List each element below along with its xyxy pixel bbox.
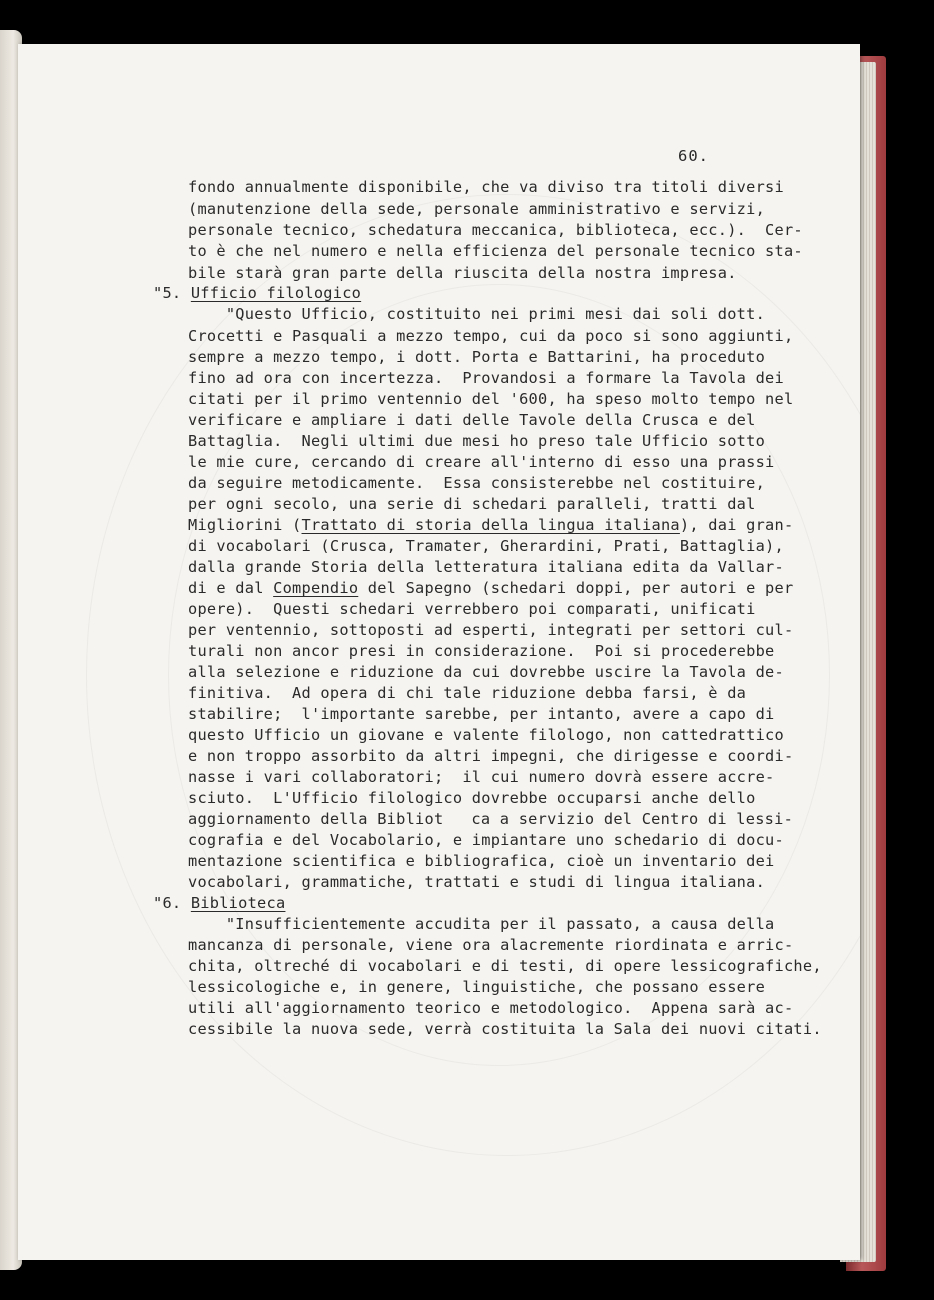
section-number: "5. [153, 284, 191, 302]
underlined-title: Trattato di storia della lingua italiana [301, 516, 680, 534]
text-line: dalla grande Storia della letteratura italiana edita da Vallar- [188, 558, 784, 576]
text-line: fino ad ora con incertezza. Provandosi a formare la Tavola dei [188, 369, 784, 387]
text-line: citati per il primo ventennio del '600, ha speso molto tempo nel [188, 390, 794, 408]
text-line [188, 516, 793, 534]
text-line: turali non ancor presi in considerazione. Poi si procederebbe [188, 642, 775, 660]
text-line: alla selezione e riduzione da cui dovrebbe uscire la Tavola de- [188, 663, 784, 681]
text-segment: ca a servizio del Centro di lessi- [471, 810, 794, 828]
text-segment: del Sapegno (schedari doppi, per autori e per [358, 579, 794, 597]
text-line: personale tecnico, schedatura meccanica, biblioteca, ecc.). Cer- [188, 221, 803, 239]
text-line [188, 579, 793, 597]
text-line: per ventennio, sottoposti ad esperti, integrati per settori cul- [188, 621, 794, 639]
text-line: opere). Questi schedari verrebbero poi comparati, unificati [188, 600, 756, 618]
text-line: to è che nel numero e nella efficienza del personale tecnico sta- [188, 242, 803, 260]
section-title: Biblioteca [190, 894, 286, 912]
text-segment: Migliorini ( [188, 516, 302, 534]
text-line: Crocetti e Pasquali a mezzo tempo, cui da poco si sono aggiunti, [188, 327, 794, 345]
text-line: fondo annualmente disponibile, che va diviso tra titoli diversi [188, 178, 784, 196]
text-line: chita, oltreché di vocabolari e di testi, di opere lessicografiche, [188, 957, 822, 975]
text-line: sempre a mezzo tempo, i dott. Porta e Battarini, ha proceduto [188, 348, 766, 366]
text-line: cografia e del Vocabolario, e impiantare uno schedario di docu- [188, 831, 784, 849]
text-line: mancanza di personale, viene ora alacremente riordinata e arric- [188, 936, 794, 954]
text-line: le mie cure, cercando di creare all'interno di esso una prassi [188, 453, 775, 471]
text-line [188, 810, 793, 828]
section-number: "6. [153, 894, 191, 912]
text-line: "Questo Ufficio, costituito nei primi mesi dai soli dott. [188, 305, 766, 323]
section-heading-5 [153, 284, 361, 302]
text-line: cessibile la nuova sede, verrà costituita la Sala dei nuovi citati. [188, 1020, 822, 1038]
text-line: e non troppo assorbito da altri impegni, che dirigesse e coordi- [188, 747, 794, 765]
text-line: verificare e ampliare i dati delle Tavole della Crusca e del [188, 411, 756, 429]
text-line: (manutenzione della sede, personale amministrativo e servizi, [188, 200, 766, 218]
text-line: questo Ufficio un giovane e valente filologo, non cattedrattico [188, 726, 784, 744]
text-line: lessicologiche e, in genere, linguistiche, che possano essere [188, 978, 766, 996]
text-line: Battaglia. Negli ultimi due mesi ho preso tale Ufficio sotto [188, 432, 766, 450]
text-segment: di e dal [188, 579, 274, 597]
text-line: per ogni secolo, una serie di schedari paralleli, tratti dal [188, 495, 756, 513]
text-line: finitiva. Ad opera di chi tale riduzione debba farsi, è da [188, 684, 747, 702]
text-line: da seguire metodicamente. Essa consisterebbe nel costituire, [188, 474, 766, 492]
section-heading-6 [153, 894, 285, 912]
text-line: stabilire; l'importante sarebbe, per intanto, avere a capo di [188, 705, 775, 723]
text-line: bile starà gran parte della riuscita della nostra impresa. [188, 264, 737, 282]
text-line: di vocabolari (Crusca, Tramater, Gherardini, Prati, Battaglia), [188, 537, 784, 555]
text-line: sciuto. L'Ufficio filologico dovrebbe occuparsi anche dello [188, 789, 756, 807]
document-page [18, 44, 860, 1260]
text-segment: aggiornamento della Bibliot [188, 810, 444, 828]
underlined-title: Compendio [273, 579, 359, 597]
section-title: Ufficio filologico [190, 284, 362, 302]
text-line: "Insufficientemente accudita per il passato, a causa della [188, 915, 775, 933]
text-line: nasse i vari collaboratori; il cui numero dovrà essere accre- [188, 768, 775, 786]
text-line: vocabolari, grammatiche, trattati e studi di lingua italiana. [188, 873, 766, 891]
text-segment: ), dai gran- [679, 516, 794, 534]
text-line: mentazione scientifica e bibliografica, cioè un inventario dei [188, 852, 775, 870]
text-line: utili all'aggiornamento teorico e metodologico. Appena sarà ac- [188, 999, 794, 1017]
page-number: 60. [678, 147, 709, 165]
